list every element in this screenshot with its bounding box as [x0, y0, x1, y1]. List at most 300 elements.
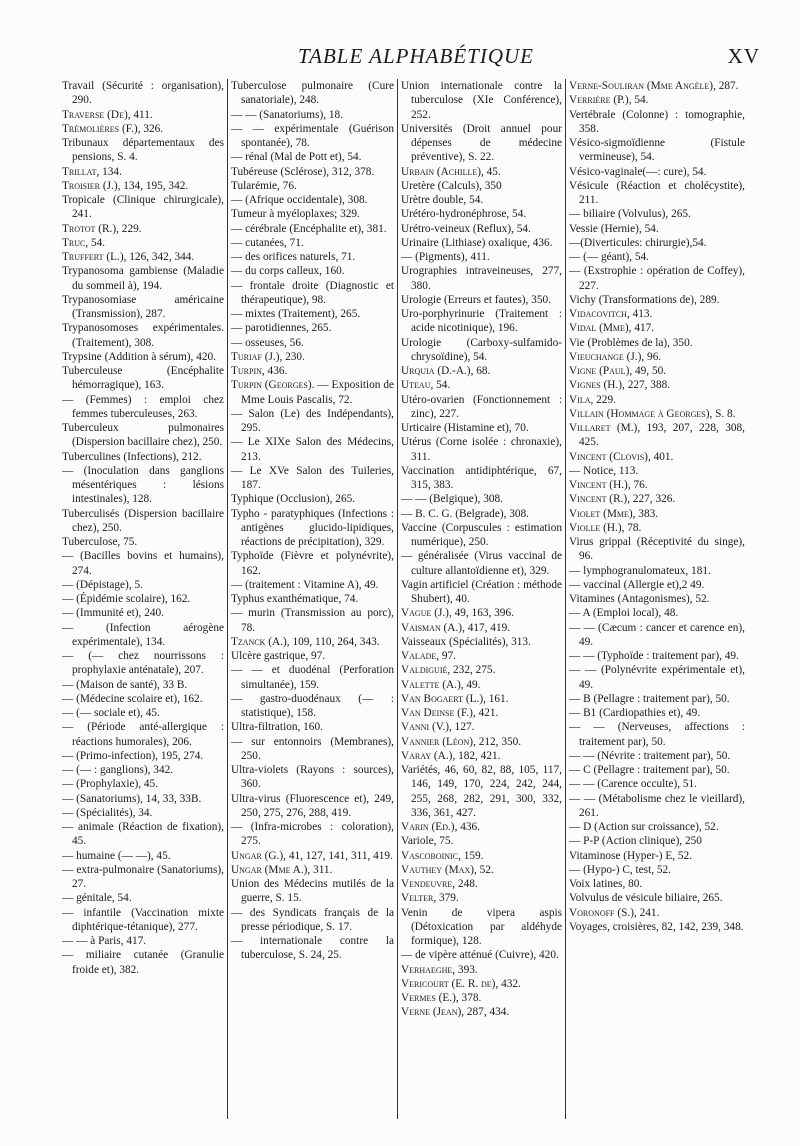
- entry-author-name: Verhaeghe: [401, 963, 453, 976]
- column-rule: [227, 79, 228, 1119]
- index-entry: [569, 336, 745, 350]
- entry-text: , 378.: [455, 992, 482, 1004]
- entry-author-name: Vauthey (Max): [401, 863, 474, 876]
- index-entry: [231, 350, 394, 364]
- index-entry: [401, 735, 562, 749]
- index-entry: [401, 863, 562, 877]
- index-entry: [62, 934, 224, 948]
- entry-text: — A (Emploi local), 48.: [569, 607, 679, 620]
- index-entry: [62, 421, 224, 450]
- entry-text: , 54.: [430, 379, 451, 392]
- column-rule: [565, 79, 566, 1119]
- index-entry: [401, 492, 562, 506]
- entry-text: Trypanosoma gambiense (Maladie du sommeil à), 194.: [62, 265, 224, 292]
- entry-text: Urétéro-hydronéphrose, 54.: [401, 208, 527, 221]
- index-entry: [401, 521, 562, 550]
- index-column-3: [401, 79, 562, 1119]
- index-entry: [62, 777, 224, 791]
- index-entry: [62, 79, 224, 108]
- entry-text: , 383.: [632, 507, 659, 520]
- entry-author-name: Vague (J.): [401, 607, 449, 620]
- entry-text: — Notice, 113.: [569, 464, 639, 477]
- index-entry: [569, 136, 745, 165]
- entry-text: Uretère (Calculs), 350: [401, 179, 502, 192]
- entry-text: Trypanosomiase américaine (Transmission), 287.: [62, 293, 224, 320]
- entry-text: — miliaire cutanée (Granulie froide et), 382.: [62, 949, 224, 976]
- entry-text: , 227, 326.: [627, 493, 676, 506]
- index-entry: [401, 222, 562, 236]
- index-entry: [62, 792, 224, 806]
- entry-text: — internationale contre la tuberculose, S. 24, 25.: [231, 935, 394, 962]
- entry-text: , 229.: [116, 222, 142, 235]
- entry-author-name: Trillat: [62, 165, 97, 178]
- entry-text: — frontale droite (Diagnostic et thérapeutique), 98.: [231, 279, 394, 306]
- entry-text: , 326.: [137, 122, 164, 135]
- entry-author-name: Troisier (J.): [62, 179, 118, 192]
- index-entry: [569, 407, 745, 421]
- entry-text: — B (Pellagre : traitement par), 50.: [569, 692, 730, 705]
- index-entry: [231, 720, 394, 734]
- index-entry: [569, 621, 745, 650]
- entry-text: , 287, 434.: [461, 1006, 510, 1019]
- index-entry: [231, 165, 394, 179]
- entry-text: — — (Sanatoriums), 18.: [231, 108, 344, 121]
- index-entry: [569, 165, 745, 179]
- index-entry: [62, 820, 224, 849]
- index-entry: [569, 264, 745, 293]
- entry-text: — (Infra-microbes : coloration), 275.: [231, 821, 394, 848]
- index-entry: [569, 222, 745, 236]
- entry-text: , 161.: [483, 692, 509, 705]
- entry-text: — lymphogranulomateux, 181.: [569, 564, 711, 577]
- entry-text: Vésico-vaginale(—: cure), 54.: [569, 165, 707, 178]
- index-entry: [62, 293, 224, 322]
- index-entry: [569, 663, 745, 692]
- page-number: XV: [727, 44, 760, 68]
- index-entry: [569, 906, 745, 920]
- index-entry: [569, 606, 745, 620]
- entry-text: Vaccination antidiphtérique, 67, 315, 383.: [401, 464, 562, 491]
- entry-text: Vésicule (Réaction et cholécystite), 211.: [569, 179, 745, 206]
- index-entry: [401, 977, 562, 991]
- index-entry: [569, 649, 745, 663]
- entry-text: — Le XVe Salon des Tuileries, 187.: [231, 464, 394, 491]
- entry-text: — — (Polynévrite expérimentale et), 49.: [569, 664, 745, 691]
- index-entry: [569, 692, 745, 706]
- entry-text: — (— géant), 54.: [569, 251, 649, 263]
- index-entry: [231, 79, 394, 108]
- index-entry: [401, 207, 562, 221]
- entry-author-name: Van Deinse (F.): [401, 707, 473, 719]
- index-entry: [569, 777, 745, 791]
- index-entry: [401, 122, 562, 165]
- entry-text: — (Exstrophie : opération de Coffey), 227.: [569, 265, 745, 292]
- entry-author-name: Ungar (Mme A.): [231, 863, 308, 876]
- entry-text: — (Pigments), 411.: [401, 251, 490, 263]
- index-entry: [569, 763, 745, 777]
- index-entry: [401, 307, 562, 336]
- index-entry: [569, 507, 745, 521]
- index-entry: [569, 564, 745, 578]
- entry-text: Urologie (Erreurs et fautes), 350.: [401, 293, 551, 306]
- index-entry: [569, 492, 745, 506]
- entry-author-name: Vignes (H.): [569, 379, 623, 392]
- index-entry: [401, 621, 562, 635]
- entry-text: , 229.: [590, 393, 616, 406]
- index-entry: [231, 863, 394, 877]
- entry-author-name: Violle (H.): [569, 521, 622, 534]
- entry-author-name: Turpin (Georges): [231, 379, 312, 392]
- index-entry: [62, 450, 224, 464]
- entry-text: — (— : ganglions), 342.: [62, 764, 174, 776]
- entry-text: , 68.: [470, 365, 491, 377]
- entry-text: Tubéreuse (Sclérose), 312, 378.: [231, 165, 375, 178]
- entry-author-name: Voronoff (S.): [569, 906, 634, 919]
- index-entry: [62, 122, 224, 136]
- index-entry: [401, 435, 562, 464]
- entry-text: , 436.: [454, 821, 480, 833]
- entry-text: , 45.: [481, 165, 501, 178]
- index-entry: [231, 321, 394, 335]
- entry-text: Urinaire (Lithiase) oxalique, 436.: [401, 236, 553, 249]
- index-entry: [231, 378, 394, 407]
- entry-text: — (Maison de santé), 33 B.: [62, 678, 188, 691]
- entry-text: Tuberculisés (Dispersion bacillaire chez), 250.: [62, 507, 224, 534]
- entry-author-name: Vincent (Clovis): [569, 450, 648, 463]
- entry-text: , 379.: [433, 892, 459, 905]
- index-entry: [569, 578, 745, 592]
- entry-text: — — (Belgique), 308.: [401, 493, 503, 506]
- index-entry: [231, 150, 394, 164]
- entry-author-name: Vannier (Léon): [401, 735, 474, 748]
- index-entry: [401, 706, 562, 720]
- entry-author-name: Vascoboinic: [401, 849, 459, 862]
- entry-author-name: Vericourt (E. R. de): [401, 977, 496, 990]
- entry-text: , 182, 421.: [452, 749, 501, 762]
- index-entry: [401, 507, 562, 521]
- entry-text: Tuberculeuse (Encéphalite hémorragique), 163.: [62, 365, 224, 392]
- entry-text: Union des Médecins mutilés de la guerre, S. 15.: [231, 878, 394, 905]
- entry-text: — (Médecine scolaire et), 162.: [62, 692, 203, 705]
- entry-text: — sur entonnoirs (Membranes), 250.: [231, 735, 394, 762]
- entry-author-name: Varay (A.): [401, 749, 453, 762]
- entry-text: Ultra-virus (Fluorescence et), 249, 250, 275, 276, 288, 419.: [231, 792, 394, 819]
- entry-text: Urographies intraveineuses, 277, 380.: [401, 265, 562, 292]
- entry-text: Ulcère gastrique, 97.: [231, 650, 326, 662]
- entry-text: Tuberculose, 75.: [62, 536, 138, 548]
- entry-author-name: Vigne (Paul): [569, 365, 630, 377]
- index-entry: [231, 578, 394, 592]
- entry-text: Vaisseaux (Spécialités), 313.: [401, 635, 531, 648]
- index-entry: [569, 307, 745, 321]
- entry-text: , 126, 342, 344.: [123, 251, 195, 263]
- index-entry: [569, 706, 745, 720]
- entry-text: , 417, 419.: [462, 621, 511, 634]
- index-entry: [401, 393, 562, 422]
- index-entry: [62, 692, 224, 706]
- entry-text: — — expérimentale (Guérison spontanée), 78.: [231, 122, 394, 149]
- entry-text: , 49, 50.: [629, 365, 667, 377]
- entry-author-name: Varin (Ed.): [401, 821, 455, 833]
- entry-text: , 413.: [626, 308, 653, 320]
- entry-text: , 54.: [85, 236, 106, 249]
- index-entry: [231, 364, 394, 378]
- entry-text: , 311.: [307, 863, 333, 876]
- index-entry: [231, 735, 394, 764]
- entry-text: — (— sociale et), 45.: [62, 707, 160, 719]
- entry-text: , 417.: [628, 322, 655, 335]
- entry-text: — du corps calleux, 160.: [231, 265, 345, 278]
- index-entry: [401, 193, 562, 207]
- index-entry: [231, 307, 394, 321]
- entry-text: Tuberculose pulmonaire (Cure sanatoriale), 248.: [231, 80, 394, 107]
- index-entry: [62, 222, 224, 236]
- entry-text: — (Hypo-) C, test, 52.: [569, 863, 671, 876]
- entry-text: , 212, 350.: [473, 735, 522, 748]
- index-entry: [231, 193, 394, 207]
- index-entry: [62, 678, 224, 692]
- entry-text: — cérébrale (Encéphalite et), 381.: [231, 222, 387, 235]
- index-entry: [401, 264, 562, 293]
- index-column-4: [569, 79, 745, 1119]
- entry-text: , 393.: [452, 963, 478, 976]
- index-entry: [231, 492, 394, 506]
- index-entry: [231, 663, 394, 692]
- entry-text: — B1 (Cardiopathies et), 49.: [569, 707, 701, 719]
- index-entry: [62, 749, 224, 763]
- entry-text: , 52.: [474, 863, 494, 876]
- index-entry: [231, 122, 394, 151]
- entry-text: . — Exposition de Mme Louis Pascalis, 72.: [241, 379, 394, 406]
- entry-text: Travail (Sécurité : organisation), 290.: [62, 80, 224, 107]
- index-entry: [401, 649, 562, 663]
- entry-text: Ultra-violets (Rayons : sources), 360.: [231, 764, 394, 791]
- entry-text: — (Épidémie scolaire), 162.: [62, 593, 191, 605]
- index-entry: [231, 549, 394, 578]
- entry-author-name: Valdiguié: [401, 664, 448, 677]
- entry-text: Tropicale (Clinique chirurgicale), 241.: [62, 194, 224, 221]
- entry-text: Utérus (Corne isolée : chronaxie), 311.: [401, 436, 562, 463]
- index-entry: [569, 93, 745, 107]
- index-entry: [569, 521, 745, 535]
- index-entry: [569, 891, 745, 905]
- index-column-2: [231, 79, 394, 1119]
- index-entry: [401, 749, 562, 763]
- entry-text: — — (Névrite : traitement par), 50.: [569, 749, 731, 762]
- index-entry: [569, 849, 745, 863]
- index-entry: [569, 179, 745, 208]
- entry-text: — de vipère atténué (Cuivre), 420.: [401, 949, 559, 962]
- entry-text: — B. C. G. (Belgrade), 308.: [401, 507, 530, 520]
- entry-text: Vie (Problèmes de la), 350.: [569, 336, 693, 349]
- entry-author-name: Urbain (Achille): [401, 165, 481, 178]
- index-entry: [62, 264, 224, 293]
- entry-text: , 421.: [472, 707, 499, 719]
- index-entry: [401, 963, 562, 977]
- index-entry: [62, 806, 224, 820]
- page-title: TABLE ALPHABÉTIQUE: [298, 44, 534, 68]
- index-entry: [231, 264, 394, 278]
- entry-text: , 432.: [495, 977, 521, 990]
- index-entry: [62, 507, 224, 536]
- entry-text: Trypanosomoses expérimentales. (Traitement), 308.: [62, 322, 224, 349]
- entry-text: Variétés, 46, 60, 82, 88, 105, 117, 146, 149, 170, 224, 242, 244, 255, 268, 282, 291, 300, 332, 336, 361, 427.: [401, 764, 562, 819]
- entry-text: , 193, 207, 228, 308, 425.: [579, 422, 745, 449]
- entry-text: — gastro-duodénaux (— : statistique), 158.: [231, 692, 394, 719]
- entry-text: — (Prophylaxie), 45.: [62, 778, 159, 791]
- index-entry: [569, 321, 745, 335]
- entry-text: —(Diverticules: chirurgie),54.: [569, 236, 707, 249]
- index-entry: [62, 179, 224, 193]
- entry-text: Variole, 75.: [401, 835, 454, 848]
- entry-text: — P-P (Action clinique), 250: [569, 835, 702, 848]
- index-entry: [62, 350, 224, 364]
- entry-text: — D (Action sur croissance), 52.: [569, 821, 719, 833]
- index-entry: [401, 849, 562, 863]
- index-entry: [569, 293, 745, 307]
- entry-text: Typho - paratyphiques (Infections : antigènes glucido-lipidiques, réactions de précipitation), 329.: [231, 507, 394, 548]
- index-entry: [231, 407, 394, 436]
- entry-text: Utéro-ovarien (Fonctionnement : zinc), 227.: [401, 393, 562, 420]
- index-entry: [231, 877, 394, 906]
- entry-text: Urticaire (Histamine et), 70.: [401, 422, 529, 434]
- entry-text: , 78.: [621, 521, 642, 534]
- entry-text: Tumeur à myéloplaxes; 329.: [231, 208, 360, 221]
- index-entry: [401, 991, 562, 1005]
- entry-author-name: Ungar (G.): [231, 849, 284, 862]
- entry-author-name: Vincent (R.): [569, 493, 628, 506]
- entry-text: , 159.: [458, 849, 484, 862]
- index-entry: [569, 378, 745, 392]
- index-entry: [62, 649, 224, 678]
- index-entry: [231, 592, 394, 606]
- entry-text: — — (Nerveuses, affections : traitement par), 50.: [569, 721, 745, 748]
- index-entry: [62, 578, 224, 592]
- entry-text: Venin de vipera aspis (Détoxication par aldéhyde formique), 128.: [401, 906, 562, 947]
- index-entry: [401, 464, 562, 493]
- index-entry: [401, 834, 562, 848]
- index-entry: [231, 763, 394, 792]
- index-entry: [401, 678, 562, 692]
- entry-text: , 49.: [460, 678, 481, 691]
- entry-text: — (Inoculation dans ganglions mésentériques : lésions intestinales), 128.: [62, 464, 224, 506]
- index-entry: [231, 464, 394, 493]
- entry-author-name: Truc: [62, 236, 86, 249]
- index-entry: [401, 1005, 562, 1019]
- index-entry: [62, 549, 224, 578]
- entry-author-name: Vidal (Mme): [569, 322, 629, 335]
- entry-text: , 134.: [96, 165, 122, 178]
- index-entry: [231, 792, 394, 821]
- index-entry: [569, 236, 745, 250]
- entry-text: — (Femmes) : emploi chez femmes tuberculeuses, 263.: [62, 393, 224, 420]
- entry-text: , 248.: [452, 878, 478, 890]
- entry-author-name: Verne (Jean): [401, 1006, 462, 1019]
- index-column-1: [62, 79, 224, 1119]
- entry-text: — — (Métabolisme chez le vieillard), 261.: [569, 792, 745, 819]
- index-entry: [401, 79, 562, 122]
- index-entry: [401, 378, 562, 392]
- entry-text: — (— chez nourrissons : prophylaxie anténatale), 207.: [62, 650, 224, 677]
- entry-text: , 127.: [449, 721, 475, 734]
- index-entry: [401, 578, 562, 607]
- entry-text: , 109, 110, 264, 343.: [286, 635, 380, 648]
- entry-text: — cutanées, 71.: [231, 236, 304, 249]
- entry-text: , 76.: [627, 479, 648, 491]
- entry-text: , 287.: [713, 80, 739, 92]
- index-entry: [569, 720, 745, 749]
- entry-text: Tularémie, 76.: [231, 179, 297, 192]
- entry-text: — humaine (— —), 45.: [62, 849, 171, 862]
- index-entry: [62, 621, 224, 650]
- index-entry: [569, 421, 745, 450]
- entry-text: — parotidiennes, 265.: [231, 322, 332, 335]
- index-entry: [401, 948, 562, 962]
- index-entry: [62, 891, 224, 905]
- index-entry: [569, 364, 745, 378]
- index-entry: [401, 877, 562, 891]
- entry-text: — — et duodénal (Perforation simultanée), 159.: [231, 664, 394, 691]
- entry-text: Trypsine (Addition à sérum), 420.: [62, 350, 216, 363]
- entry-author-name: Truffert (L.): [62, 251, 124, 263]
- index-entry: [569, 920, 745, 934]
- entry-text: Universités (Droit annuel pour dépenses de médecine préventive), S. 22.: [401, 122, 562, 164]
- entry-text: Typhoïde (Fièvre et polynévrite), 162.: [231, 550, 394, 577]
- entry-text: , 436.: [261, 365, 288, 377]
- entry-text: — (Spécialités), 34.: [62, 806, 153, 819]
- index-entry: [569, 792, 745, 821]
- entry-text: — (Période anté-allergique : réactions humorales), 206.: [62, 721, 224, 748]
- index-entry: [231, 222, 394, 236]
- entry-text: — Le XIXe Salon des Médecins, 213.: [231, 436, 394, 463]
- index-entry: [231, 108, 394, 122]
- entry-text: Vaccine (Corpuscules : estimation numérique), 250.: [401, 521, 562, 548]
- entry-text: — (Primo-infection), 195, 274.: [62, 749, 204, 762]
- index-entry: [569, 834, 745, 848]
- entry-author-name: Trémolières (F.): [62, 122, 138, 135]
- index-entry: [401, 635, 562, 649]
- entry-text: Voyages, croisières, 82, 142, 239, 348.: [569, 920, 744, 933]
- entry-text: — vaccinal (Allergie et),2 49.: [569, 578, 705, 591]
- entry-author-name: Van Bogaert (L.): [401, 692, 484, 705]
- index-entry: [231, 207, 394, 221]
- index-entry: [569, 863, 745, 877]
- entry-text: — (Bacilles bovins et humains), 274.: [62, 550, 224, 577]
- index-entry: [62, 906, 224, 935]
- entry-author-name: Uteau: [401, 379, 431, 392]
- entry-text: Urètre double, 54.: [401, 194, 484, 206]
- entry-text: , 241.: [633, 906, 660, 919]
- index-entry: [62, 606, 224, 620]
- index-entry: [231, 934, 394, 963]
- index-entry: [62, 706, 224, 720]
- index-entry: [569, 749, 745, 763]
- index-entry: [62, 364, 224, 393]
- index-entry: [569, 350, 745, 364]
- index-entry: [62, 108, 224, 122]
- entry-text: — infantile (Vaccination mixte diphtérique-tétanique), 277.: [62, 906, 224, 933]
- entry-text: , 411.: [127, 108, 153, 121]
- entry-text: — (Immunité et), 240.: [62, 607, 164, 620]
- entry-text: Union internationale contre la tuberculose (XIe Conférence), 252.: [401, 80, 562, 121]
- index-entry: [401, 179, 562, 193]
- index-entry: [231, 250, 394, 264]
- entry-text: , 134, 195, 342.: [117, 179, 189, 192]
- entry-text: , 54.: [628, 94, 649, 107]
- index-entry: [231, 507, 394, 550]
- index-entry: [231, 606, 394, 635]
- index-entry: [62, 321, 224, 350]
